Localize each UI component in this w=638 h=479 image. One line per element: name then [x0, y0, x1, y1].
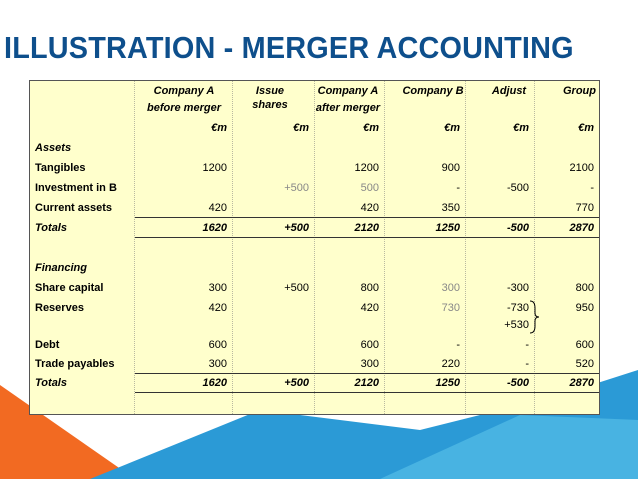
financing-total-rule [135, 373, 599, 374]
assets-total-bottom-rule [135, 237, 599, 238]
financing-totals-label: Totals [35, 377, 67, 389]
header-company-a-after-line1: Company A [317, 85, 379, 97]
cell-group: 950 [575, 302, 594, 314]
total-a: 1620 [202, 377, 227, 389]
cell-adjust-2: +530 [504, 319, 529, 331]
cell-group: 600 [575, 339, 594, 351]
row-label-trade-payables: Trade payables [35, 358, 115, 370]
row-label-current-assets: Current assets [35, 202, 113, 214]
total-issue: +500 [284, 222, 309, 234]
unit-group: €m [578, 122, 594, 134]
unit-adjust: €m [513, 122, 529, 134]
total-group: 2870 [569, 377, 594, 389]
cell-b: 350 [441, 202, 460, 214]
header-company-b: Company B [402, 85, 464, 97]
unit-a: €m [211, 122, 227, 134]
unit-issue: €m [293, 122, 309, 134]
cell-a: 1200 [202, 162, 227, 174]
header-company-a-line1: Company A [153, 85, 215, 97]
cell-adjust: -300 [506, 282, 529, 294]
cell-a-after: 800 [360, 282, 379, 294]
unit-b: €m [444, 122, 460, 134]
cell-adjust: -500 [506, 182, 529, 194]
financing-heading: Financing [35, 262, 87, 274]
cell-a: 300 [208, 358, 227, 370]
assets-heading: Assets [35, 142, 72, 154]
row-label-debt: Debt [35, 339, 60, 351]
cell-issue: +500 [284, 182, 309, 194]
assets-total-rule [135, 217, 599, 218]
cell-a-after: 1200 [354, 162, 379, 174]
cell-issue: +500 [284, 282, 309, 294]
cell-a: 600 [208, 339, 227, 351]
header-issue-line1: Issue [255, 85, 285, 97]
cell-b: 900 [441, 162, 460, 174]
cell-adjust: - [525, 358, 529, 370]
cell-b: 730 [441, 302, 460, 314]
header-group: Group [563, 85, 596, 97]
assets-totals-label: Totals [35, 222, 67, 234]
cell-a-after: 600 [360, 339, 379, 351]
row-label-share-capital: Share capital [35, 282, 104, 294]
total-group: 2870 [569, 222, 594, 234]
cell-adjust: - [525, 339, 529, 351]
cell-b: 220 [441, 358, 460, 370]
cell-group: 800 [575, 282, 594, 294]
cell-a-after: 420 [360, 202, 379, 214]
cell-group: 2100 [569, 162, 594, 174]
total-a-after: 2120 [354, 377, 379, 389]
cell-a: 300 [208, 282, 227, 294]
header-company-a-after-line2: after merger [315, 102, 381, 114]
header-adjust: Adjust [491, 85, 527, 97]
row-label-investment-in-b: Investment in B [35, 182, 117, 194]
slide-title: ILLUSTRATION - MERGER ACCOUNTING [4, 30, 574, 65]
cell-adjust: -730 [506, 302, 529, 314]
cell-b: 300 [441, 282, 460, 294]
financing-total-bottom-rule [135, 392, 599, 393]
cell-b: - [456, 182, 460, 194]
total-adjust: -500 [506, 377, 529, 389]
total-issue: +500 [284, 377, 309, 389]
header-company-a-line2: before merger [147, 102, 221, 114]
cell-a-after: 300 [360, 358, 379, 370]
cell-group: 770 [575, 202, 594, 214]
cell-a-after: 500 [360, 182, 379, 194]
total-b: 1250 [435, 222, 460, 234]
row-label-tangibles: Tangibles [35, 162, 86, 174]
cell-group: 520 [575, 358, 594, 370]
cell-a-after: 420 [360, 302, 379, 314]
merger-table [29, 80, 600, 415]
total-b: 1250 [435, 377, 460, 389]
cell-a: 420 [208, 202, 227, 214]
total-adjust: -500 [506, 222, 529, 234]
header-issue-line2: shares [252, 99, 288, 111]
total-a-after: 2120 [354, 222, 379, 234]
total-a: 1620 [202, 222, 227, 234]
unit-a-after: €m [363, 122, 379, 134]
cell-group: - [590, 182, 594, 194]
cell-a: 420 [208, 302, 227, 314]
row-label-reserves: Reserves [35, 302, 84, 314]
cell-b: - [456, 339, 460, 351]
